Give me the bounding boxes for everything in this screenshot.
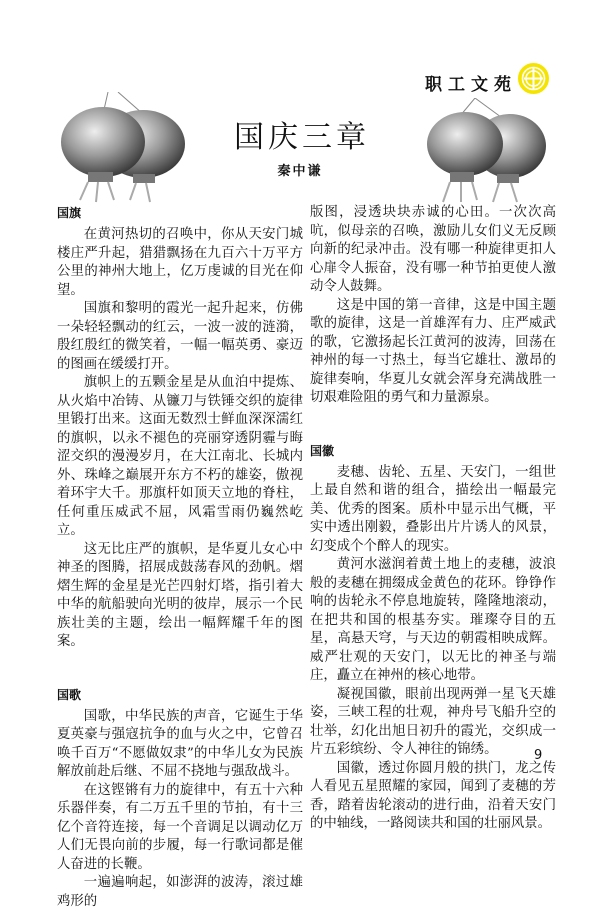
paragraph: 版图，浸透块块赤诚的心田。一次次高吭，似母亲的召唤，激励儿女们义无反顾向新的纪录冲击。没有哪一种旋律更扣人心扉令人振奋，没有哪一种节拍更使人激动令人鼓舞。 [310,205,556,294]
paragraph: 国徽，透过你圆月般的拱门，龙之传人看见五星照耀的家园，闻到了麦穗的芳香，踏着齿轮滚动的进行曲，沿着天安门的中轴线，一路阅读共和国的壮丽风景。 [310,760,556,831]
union-logo-icon [518,63,549,94]
paragraph: 一遍遍响起，如澎湃的波涛，滚过雄鸡形的 [57,875,303,909]
paragraph: 国旗和黎明的霞光一起升起来，仿佛一朵轻轻飘动的红云，一波一波的涟漪，殷红殷红的微笑着，一幅一幅英勇、豪迈的图画在缓缓打开。 [57,301,303,372]
page-number: 9 [534,748,543,763]
paragraph: 在黄河热切的召唤中，你从天安门城楼庄严升起，猎猎飘扬在九百六十万平方公里的神州大地上，亿万虔诚的目光在仰望。 [57,227,303,298]
article-author: 秦中谦 [277,164,323,179]
paragraph: 这是中国的第一音律，这是中国主题歌的旋律，这是一首雄浑有力、庄严威武的歌，它激扬起长江黄河的波涛，回荡在神州的每一寸热土，每当它雄壮、激昂的旋律奏响，华夏儿女就会浑身充满战胜一切艰难险阻的勇气和力量源泉。 [310,297,556,405]
paragraph: 黄河水滋润着黄土地上的麦穗，波浪般的麦穗在拥缀成金黄色的花环。铮铮作响的齿轮永不停息地旋转，隆隆地滚动，在把共和国的根基夯实。璀璨夺目的五星，高悬天穹，与天边的朝霞相映成辉。威严壮观的天安门，以无比的神圣与端庄，矗立在神州的核心地带。 [310,557,556,683]
left-column [57,204,303,911]
paragraph: 这无比庄严的旗帜，是华夏儿女心中神圣的图腾，招展成鼓荡春风的劲帆。熠熠生辉的金星是光芒四射灯塔，指引着大中华的航船驶向光明的彼岸，展示一个民族壮美的主题，绘出一幅辉耀千年的图案。 [57,541,303,649]
right-column [310,204,556,834]
paragraph: 国歌，中华民族的声音，它诞生于华夏英豪与强寇抗争的血与火之中，它曾召唤千百万“不愿做奴隶”的中华儿女为民族解放前赴后继、不屈不挠地与强敌战斗。 [57,708,303,779]
section-heading: 国旗 [57,206,82,220]
paragraph: 在这铿锵有力的旋律中，有五十六种乐器伴奏，有二万五千里的节拍，有十三亿个音符连接，每一个音调足以调动亿万人们无畏向前的步履，每一行歌词都是催人奋进的长鞭。 [57,782,303,872]
section-heading: 国徽 [310,443,335,458]
article-title: 国庆三章 [234,120,370,155]
paragraph: 麦穗、齿轮、五星、天安门，一组世上最自然和谐的组合，描绘出一幅最完美、优秀的图案。质朴中显示出气概，平实中透出刚毅，叠影出片片诱人的风景，幻变成个个醉人的现实。 [310,464,556,554]
paragraph: 旗帜上的五颗金星是从血泊中提炼、从火焰中冶铸、从镰刀与铁锤交织的旋律里锻打出来。这面无数烈士鲜血深深濡红的旗帜，以永不褪色的亮丽穿透阴霾与晦涩交织的漫漫岁月，在大江南北、长城内外、珠峰之巅展开东方不朽的雄姿，傲视着环宇大千。那旗杆如顶天立地的脊柱，任何重压威武不屈，风霜雪雨仍巍然屹立。 [57,375,303,538]
column-section-label: 职工文苑 [425,75,517,95]
paragraph: 凝视国徽，眼前出现两弹一星飞天雄姿，三峡工程的壮观，神舟号飞船升空的壮举，幻化出旭日初升的霞光，交织成一片五彩缤纷、令人神往的锦绣。 [310,686,556,757]
section-heading: 国歌 [57,687,82,702]
